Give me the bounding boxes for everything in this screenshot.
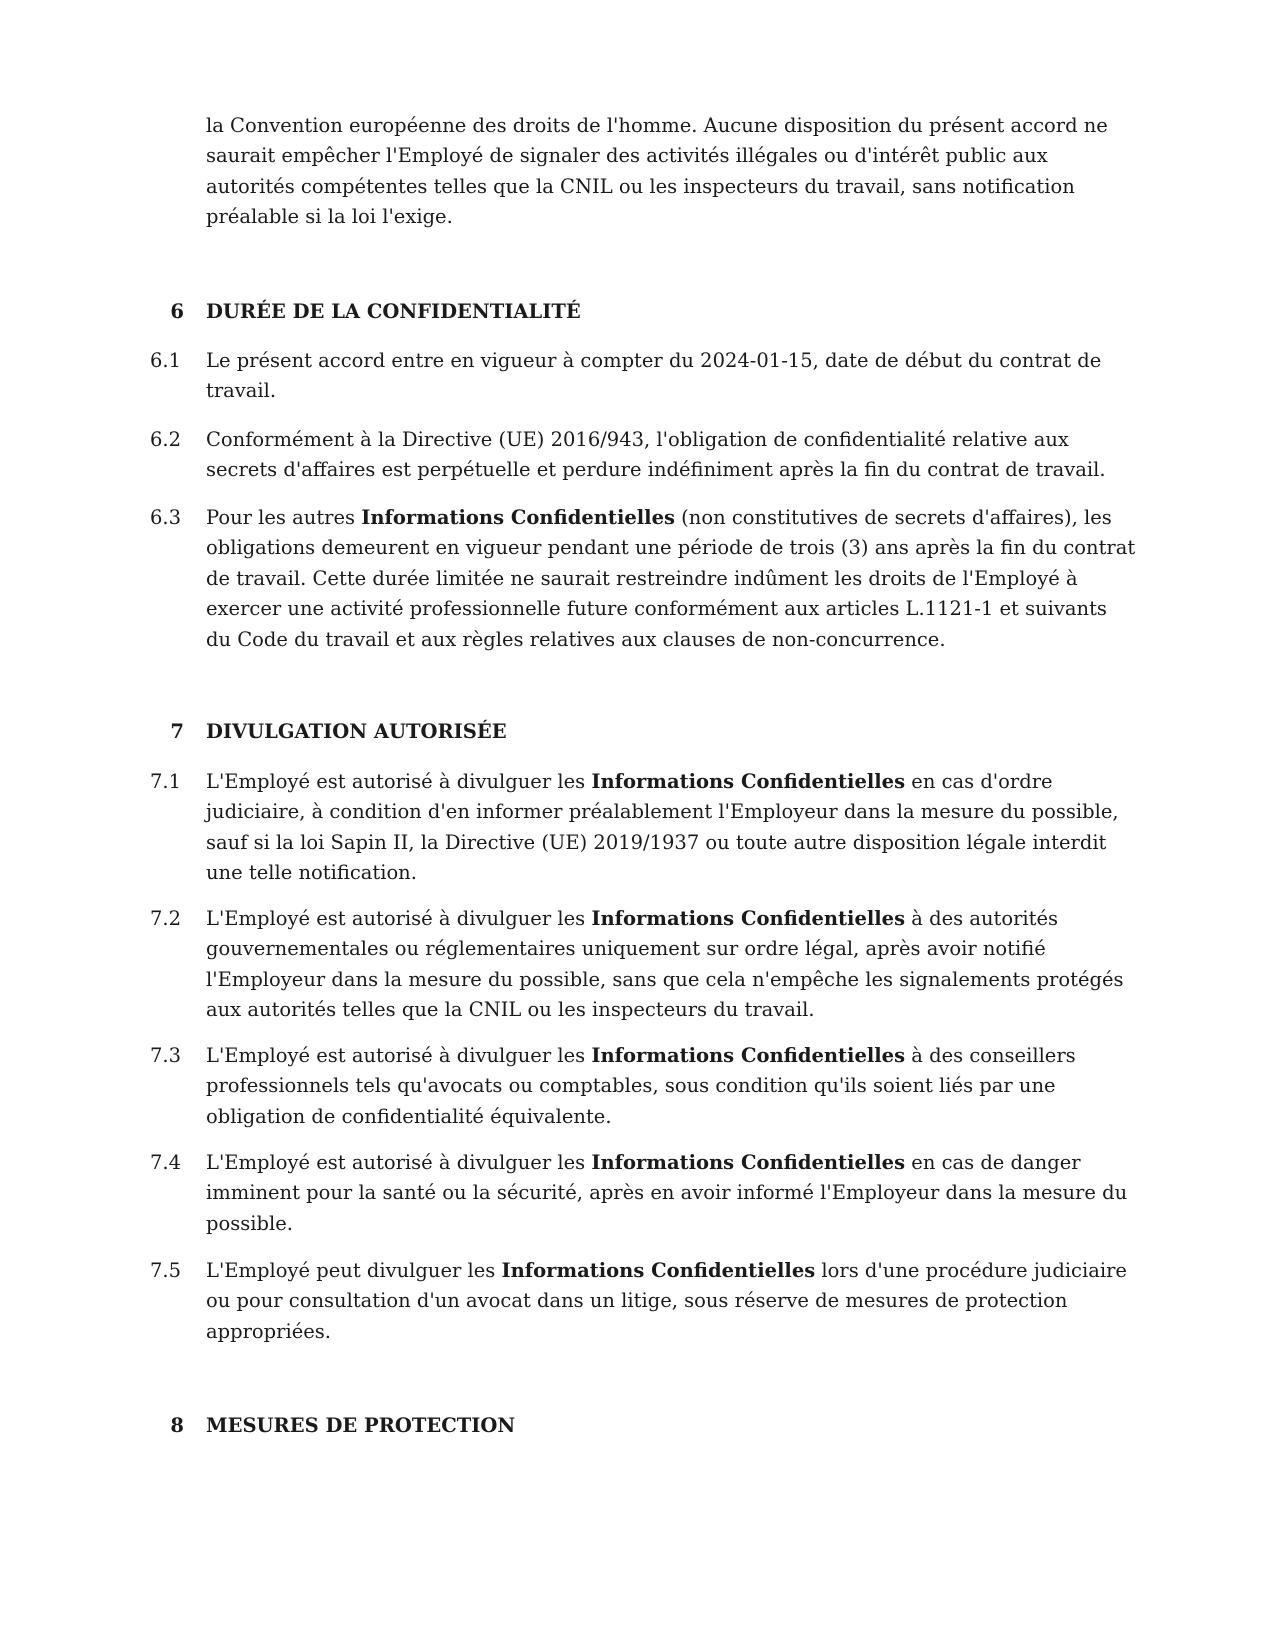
clause-7-1 xyxy=(150,767,1136,889)
clause-number: 6.3 xyxy=(150,506,182,529)
clause-text-segment: L'Employé est autorisé à divulguer les xyxy=(206,1151,592,1174)
clause-text xyxy=(206,425,1136,486)
clause-text-segment: lors d'une procédure judiciaire ou pour consultation d'un avocat dans un litige, sous réserve de mesures de protection appropriées. xyxy=(206,1259,1127,1343)
clause-text xyxy=(206,1256,1136,1347)
intro-paragraph: la Convention européenne des droits de l'homme. Aucune disposition du présent accord ne saurait empêcher l'Employé de signaler des activités illégales ou d'intérêt public aux autorités compétentes telles que la CNIL ou les inspecteurs du travail, sans notification préalable si la loi l'exige. xyxy=(206,114,1108,229)
clause-text-segment: Pour les autres xyxy=(206,506,362,529)
section-title: DIVULGATION AUTORISÉE xyxy=(206,720,507,743)
clause-6-2 xyxy=(150,425,1136,486)
clause-text-segment: à des autorités gouvernementales ou réglementaires uniquement sur ordre légal, après avoir notifié l'Employeur dans la mesure du possible, sans que cela n'empêche les signalements protégés aux autorités telles que la CNIL ou les inspecteurs du travail. xyxy=(206,907,1124,1022)
clause-text-segment: L'Employé est autorisé à divulguer les xyxy=(206,907,592,930)
clause-number: 7.4 xyxy=(150,1151,182,1174)
clause-7-3 xyxy=(150,1041,1136,1132)
section-title: MESURES DE PROTECTION xyxy=(206,1414,516,1437)
clause-7-2 xyxy=(150,904,1136,1026)
section-number: 8 xyxy=(170,1414,184,1437)
clause-text xyxy=(206,1148,1136,1239)
clause-number: 7.3 xyxy=(150,1044,182,1067)
defined-term: Informations Confidentielles xyxy=(591,907,906,930)
defined-term: Informations Confidentielles xyxy=(591,770,906,793)
clause-number: 6.2 xyxy=(150,428,182,451)
clause-text-segment: (non constitutives de secrets d'affaires), les obligations demeurent en vigueur pendant une période de trois (3) ans après la fin du contrat de travail. Cette durée limitée ne saurait restreindre indûment les droits de l'Employé à exercer une activité professionnelle future conformément aux articles L.1121-1 et suivants du Code du travail et aux règles relatives aux clauses de non-concurrence. xyxy=(206,506,1136,651)
section-title: DURÉE DE LA CONFIDENTIALITÉ xyxy=(206,300,581,323)
clause-text-segment: Le présent accord entre en vigueur à compter du 2024-01-15, date de début du contrat de travail. xyxy=(206,349,1102,403)
clause-text xyxy=(206,503,1136,655)
clause-text xyxy=(206,346,1136,407)
clause-text xyxy=(206,1041,1136,1132)
clause-text-segment: L'Employé est autorisé à divulguer les xyxy=(206,770,592,793)
defined-term: Informations Confidentielles xyxy=(591,1151,906,1174)
clause-6-1 xyxy=(150,346,1136,407)
clause-number: 7.2 xyxy=(150,907,182,930)
section-number: 6 xyxy=(170,300,184,323)
clause-text xyxy=(206,904,1136,1026)
clause-text-segment: à des conseillers professionnels tels qu'avocats ou comptables, sous condition qu'ils soient liés par une obligation de confidentialité équivalente. xyxy=(206,1044,1076,1128)
clause-text-segment: Conformément à la Directive (UE) 2016/943, l'obligation de confidentialité relative aux secrets d'affaires est perpétuelle et perdure indéfiniment après la fin du contrat de travail. xyxy=(206,428,1106,482)
section-number: 7 xyxy=(170,720,184,743)
clause-7-4 xyxy=(150,1148,1136,1239)
clause-text-segment: L'Employé est autorisé à divulguer les xyxy=(206,1044,592,1067)
clause-7-5 xyxy=(150,1256,1136,1347)
clause-number: 7.5 xyxy=(150,1259,182,1282)
defined-term: Informations Confidentielles xyxy=(501,1259,816,1282)
defined-term: Informations Confidentielles xyxy=(591,1044,906,1067)
clause-text-segment: en cas d'ordre judiciaire, à condition d'en informer préalablement l'Employeur dans la mesure du possible, sauf si la loi Sapin II, la Directive (UE) 2019/1937 ou toute autre disposition légale interdit une telle notification. xyxy=(206,770,1119,885)
clause-6-3 xyxy=(150,503,1136,655)
clause-text-segment: en cas de danger imminent pour la santé ou la sécurité, après en avoir informé l'Employeur dans la mesure du possible. xyxy=(206,1151,1128,1235)
clause-text-segment: L'Employé peut divulguer les xyxy=(206,1259,502,1282)
clause-number: 6.1 xyxy=(150,349,182,372)
clause-number: 7.1 xyxy=(150,770,182,793)
defined-term: Informations Confidentielles xyxy=(361,506,675,529)
clause-text xyxy=(206,767,1136,889)
